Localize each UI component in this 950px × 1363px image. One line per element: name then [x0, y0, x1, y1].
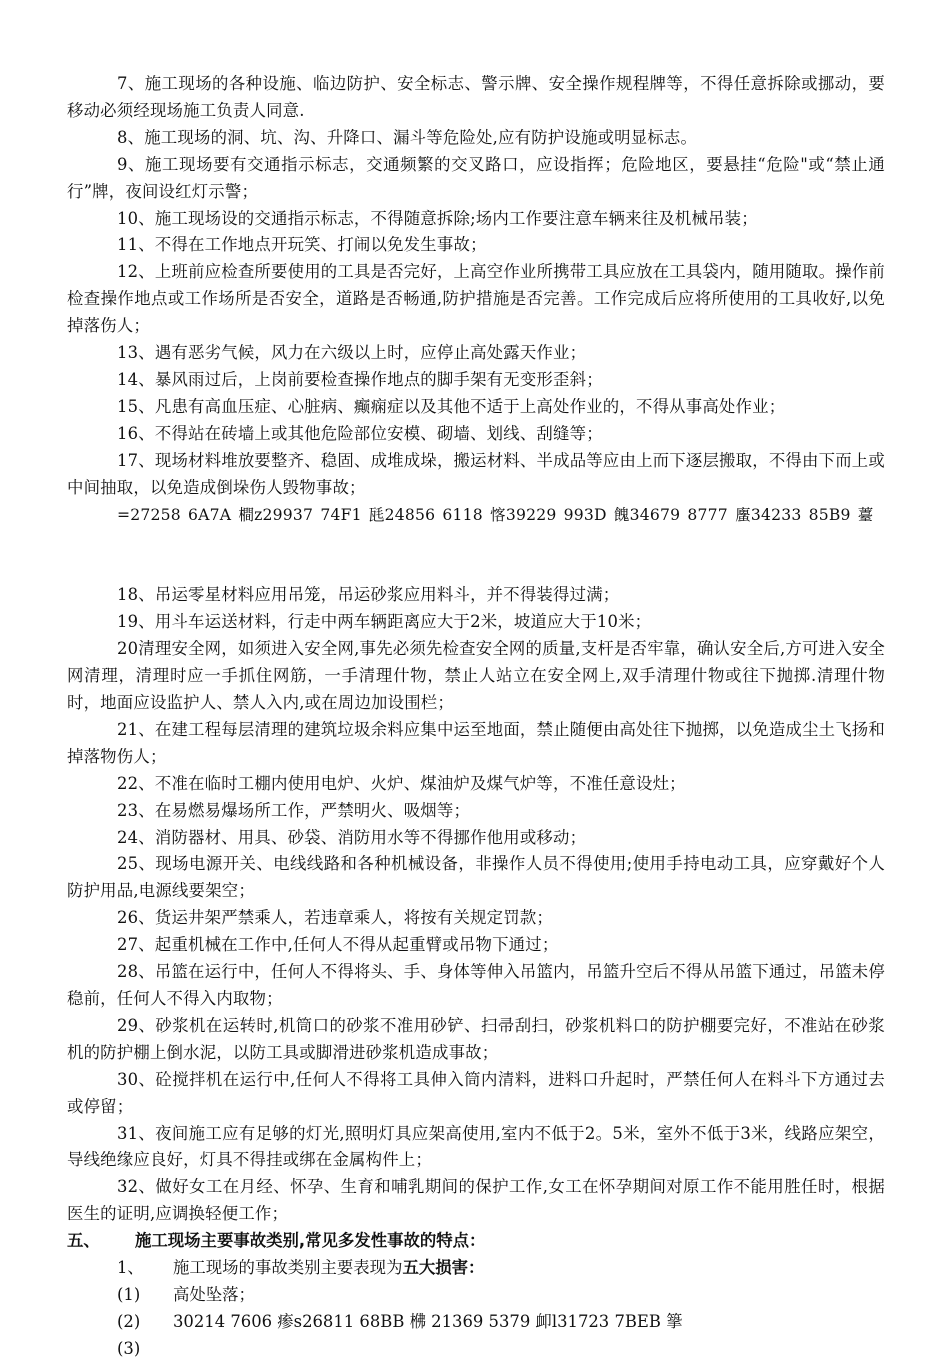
paragraph-26: 26、货运井架严禁乘人，若违章乘人，将按有关规定罚款； [117, 908, 554, 928]
list-item-text: 高处坠落； [173, 1284, 255, 1304]
paragraph-15: 15、凡患有高血压症、心脏病、癫痫症以及其他不适于上高处作业的，不得从事高处作业； [117, 396, 786, 416]
paragraph-29: 29、砂浆机在运转时,机筒口的砂浆不准用砂铲、扫帚刮扫，砂浆机料口的防护棚要完好，不准站在砂浆机的防护棚上倒水泥，以防工具或脚滑进砂浆机造成事故； [67, 1015, 885, 1062]
paragraph-13: 13、遇有恶劣气候，风力在六级以上时，应停止高处露天作业； [117, 343, 587, 363]
paragraph-8: 8、施工现场的洞、坑、沟、升降口、漏斗等危险处,应有防护设施或明显标志。 [117, 127, 698, 147]
paragraph-21: 21、在建工程每层清理的建筑垃圾余料应集中运至地面，禁止随便由高处往下抛掷，以免造成尘土飞扬和掉落物伤人； [67, 719, 885, 766]
paragraph-18: 18、吊运零星材料应用吊笼，吊运砂浆应用料斗，并不得装得过满； [117, 585, 620, 605]
list-item-text: 30214 7606 瘆s26811 68BB 梻 21369 5379 卹l31723 7BEB 篫 [173, 1311, 683, 1331]
list-item-index: (2) [117, 1311, 141, 1331]
paragraph-7: 7、施工现场的各种设施、临边防护、安全标志、警示牌、安全操作规程牌等，不得任意拆除或挪动，要移动必须经现场施工负责人同意. [67, 74, 885, 120]
paragraph-12: 12、上班前应检查所要使用的工具是否完好，上高空作业所携带工具应放在工具袋内，随用随取。操作前检查操作地点或工作场所是否安全，道路是否畅通,防护措施是否完善。工作完成后应将所使用的工具收好,以免掉落伤人； [67, 262, 885, 336]
list-item-index: (1) [117, 1284, 141, 1304]
paragraph-27: 27、起重机械在工作中,任何人不得从起重臂或吊物下通过； [117, 935, 559, 955]
list-item [67, 1282, 885, 1309]
list-item [67, 1309, 885, 1336]
subsection-line [67, 1255, 885, 1282]
list-item-index: (3) [117, 1338, 141, 1358]
paragraph-20: 20清理安全网，如须进入安全网,事先必须先检查安全网的质量,支杆是否牢靠，确认安全后,方可进入安全网清理，清理时应一手抓住网筋，一手清理什物，禁止人站立在安全网上,双手清理什物或往下抛掷.清理什物时，地面应设监护人、禁人入内,或在周边加设围栏； [67, 639, 885, 713]
paragraph-24: 24、消防器材、用具、砂袋、消防用水等不得挪作他用或移动； [117, 827, 587, 847]
paragraph-32: 32、做好女工在月经、怀孕、生育和哺乳期间的保护工作,女工在怀孕期间对原工作不能用胜任时，根据医生的证明,应调换轻便工作； [67, 1177, 885, 1224]
section-heading [67, 1228, 885, 1255]
paragraph-10: 10、施工现场设的交通指示标志，不得随意拆除;场内工作要注意车辆来往及机械吊装； [117, 208, 758, 228]
paragraph-22: 22、不准在临时工棚内使用电炉、火炉、煤油炉及煤气炉等，不准任意设灶； [117, 773, 686, 793]
paragraph-31: 31、夜间施工应有足够的灯光,照明灯具应架高使用,室内不低于2。5米，室外不低于3米，线路应架空，导线绝缘应良好，灯具不得挂或绑在金属构件上； [67, 1123, 885, 1170]
section-number: 五、 [67, 1231, 100, 1251]
paragraph-17: 17、现场材料堆放要整齐、稳固、成堆成垛，搬运材料、半成品等应由上而下逐层搬取，不得由下而上或中间抽取，以免造成倒垛伤人毁物事故； [67, 450, 885, 497]
paragraph-9: 9、施工现场要有交通指示标志，交通频繁的交叉路口，应设指挥；危险地区，要悬挂“危险"或“禁止通行”牌，夜间设红灯示警； [67, 154, 885, 201]
paragraph-30: 30、砼搅拌机在运行中,任何人不得将工具伸入筒内清料，进料口升起时，严禁任何人在料斗下方通过去或停留； [67, 1069, 885, 1116]
blank-spacer [67, 528, 885, 582]
paragraph-11: 11、不得在工作地点开玩笑、打闹以免发生事故； [117, 235, 487, 255]
paragraph-14: 14、暴风雨过后，上岗前要检查操作地点的脚手架有无变形歪斜； [117, 369, 603, 389]
paragraph-28: 28、吊篮在运行中，任何人不得将头、手、身体等伸入吊篮内，吊篮升空后不得从吊篮下通过，吊篮未停稳前，任何人不得入内取物； [67, 962, 885, 1008]
paragraph-25: 25、现场电源开关、电线线路和各种机械设备，非操作人员不得使用;使用手持电动工具，应穿戴好个人防护用品,电源线要架空； [67, 854, 885, 901]
subsection-bold-text: 五大损害 [402, 1258, 469, 1278]
subsection-tail: ： [468, 1258, 485, 1278]
paragraph-23: 23、在易燃易爆场所工作，严禁明火、吸烟等； [117, 800, 471, 820]
document-body [67, 71, 885, 1363]
paragraph-16: 16、不得站在砖墙上或其他危险部位安模、砌墙、划线、刮缝等； [117, 423, 603, 443]
subsection-index: 1、 [117, 1258, 144, 1278]
list-item [67, 1336, 885, 1363]
garbled-text-line: =27258 6A7A 橺z29937 74F1 瓱24856 6118 愘39229 993D 餽34679 8777 螷34233 85B9 薹 [117, 505, 874, 524]
section-title: 施工现场主要事故类别,常见多发性事故的特点： [135, 1231, 486, 1251]
subsection-text: 施工现场的事故类别主要表现为 [173, 1258, 403, 1278]
paragraph-19: 19、用斗车运送材料，行走中两车辆距离应大于2米，坡道应大于10米； [117, 612, 652, 632]
